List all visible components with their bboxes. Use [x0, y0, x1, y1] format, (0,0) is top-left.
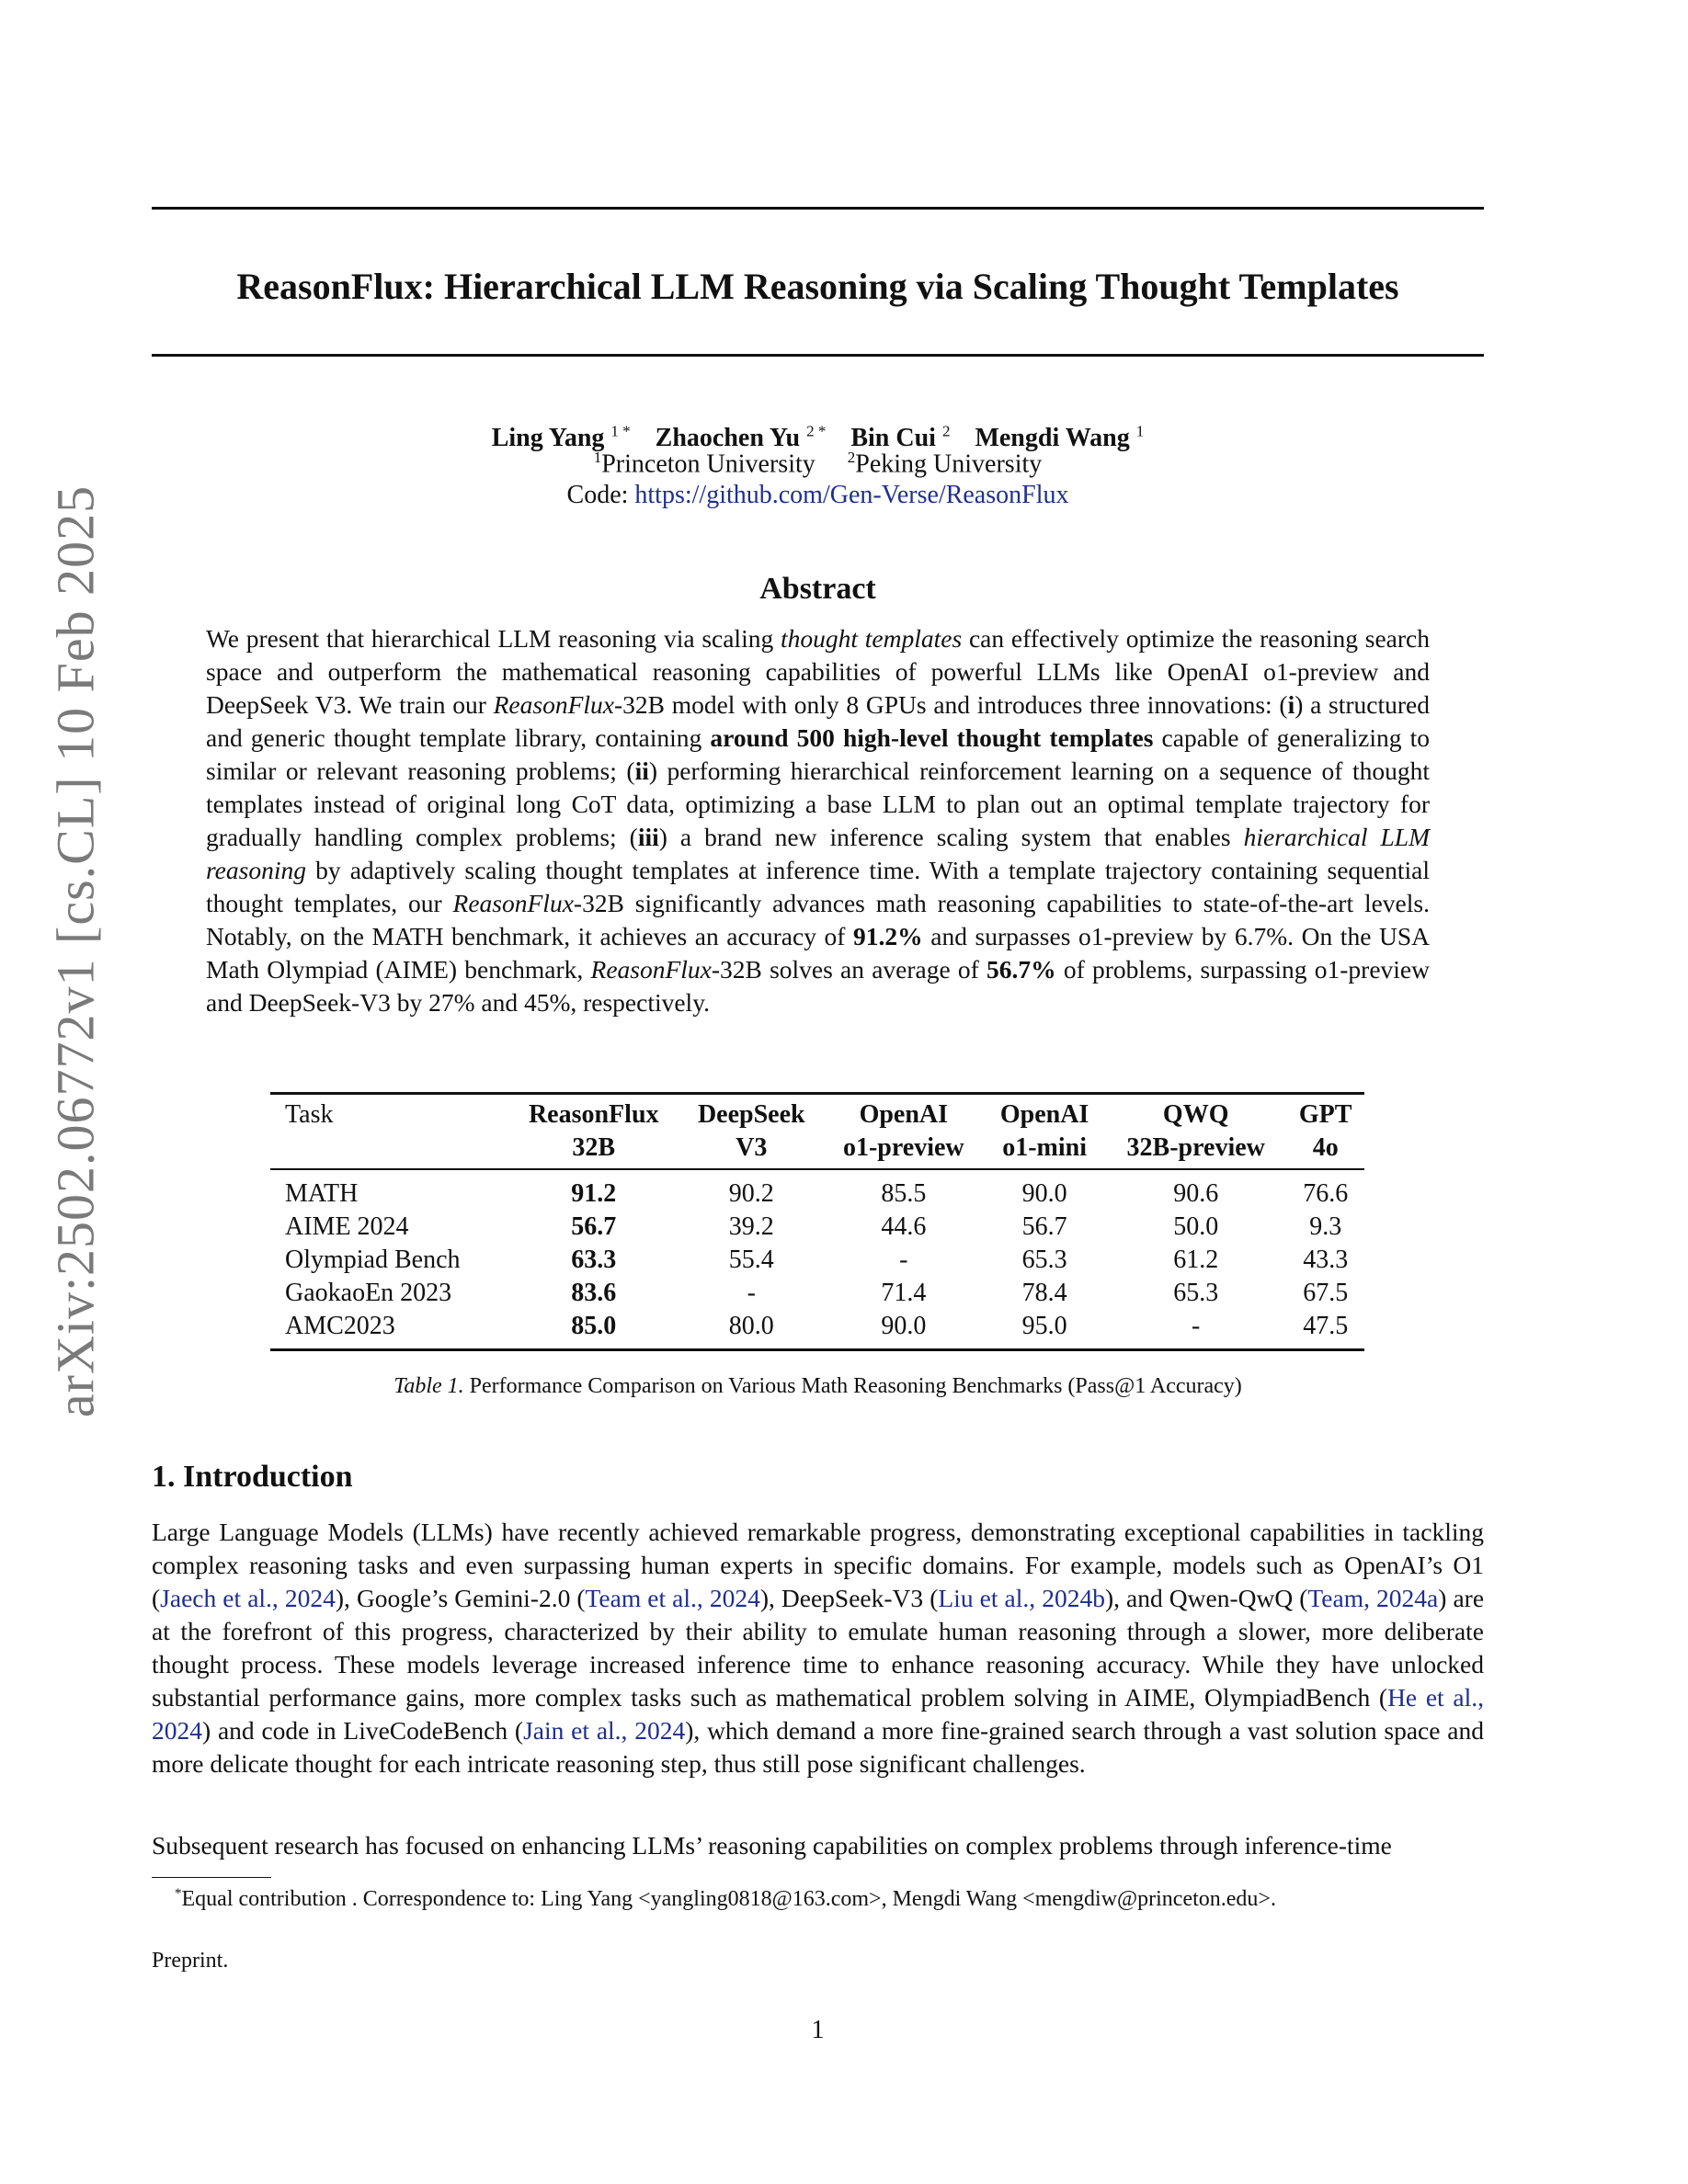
task-cell: GaokaoEn 2023: [285, 1279, 452, 1307]
table-header-row: [270, 1094, 1364, 1170]
affiliations: $^1$Princeton University $^2$Peking University: [593, 449, 1043, 479]
task-cell: MATH: [285, 1179, 359, 1208]
value-cell: 90.0: [881, 1312, 927, 1340]
value-cell: 76.6: [1303, 1179, 1349, 1208]
arxiv-stamp: arXiv:2502.06772v1 [cs.CL] 10 Feb 2025: [45, 484, 106, 1418]
table-row: [270, 1169, 1364, 1211]
footnote-rule: [152, 1877, 271, 1878]
paper-title: ReasonFlux: Hierarchical LLM Reasoning via Scaling Thought Templates: [236, 266, 1399, 307]
title-bottom-rule: [152, 354, 1484, 357]
author-name: Mengdi Wang $^1$: [975, 423, 1145, 453]
value-cell: 85.5: [881, 1179, 927, 1208]
affiliation: Peking University: [855, 449, 1043, 479]
intro-paragraph-2: Subsequent research has focused on enhancing LLMs’ reasoning capabilities on complex problems through inference-time: [152, 1831, 1392, 1860]
value-cell: 83.6: [571, 1279, 617, 1307]
citation-link[interactable]: Liu et al., 2024b: [938, 1584, 1105, 1612]
abstract-heading: Abstract: [759, 572, 876, 606]
table-row: [270, 1310, 1364, 1350]
value-cell: 95.0: [1021, 1312, 1067, 1340]
column-header: Task: [285, 1100, 334, 1129]
citation-link[interactable]: Team, 2024a: [1307, 1584, 1439, 1612]
column-header: OpenAI o1-preview: [842, 1100, 964, 1162]
value-cell: 55.4: [728, 1246, 774, 1274]
value-cell: 47.5: [1303, 1312, 1349, 1340]
value-cell: 90.0: [1021, 1179, 1067, 1208]
abstract-text: We present that hierarchical LLM reasoning via scaling thought templates can effectively optimize the reasoning search space and outperform the mathematical reasoning capabilities of powerful LLMs like OpenAI o1-preview and DeepSeek V3. We train our ReasonFlux-32B model with only 8 GPUs and introduces three innovations: (i) a structured and generic thought template library, containing around 500 high-level thought templates capable of generalizing to similar or relevant reasoning problems; (ii) performing hierarchical reinforcement learning on a sequence of thought templates instead of original long CoT data, optimizing a base LLM to plan out an optimal template trajectory for gradually handling complex problems; (iii) a brand new inference scaling system that enables hierarchical LLM reasoning by adaptively scaling thought templates at inference time. With a template trajectory containing sequential thought templates, our ReasonFlux-32B significantly advances math reasoning capabilities to state-of-the-art levels. Notably, on the MATH benchmark, it achieves an accuracy of 91.2% and surpasses o1-preview by 6.7%. On the USA Math Olympiad (AIME) benchmark, ReasonFlux-32B solves an average of 56.7% of problems, surpassing o1-preview and DeepSeek-V3 by 27% and 45%, respectively.: [206, 624, 1431, 1017]
author-name: Bin Cui $^2$: [850, 423, 951, 453]
value-cell: 67.5: [1303, 1279, 1349, 1307]
value-cell: 65.3: [1021, 1246, 1067, 1274]
citation-link[interactable]: Team et al., 2024: [585, 1584, 760, 1612]
value-cell: 90.6: [1173, 1179, 1219, 1208]
results-table-container: [270, 1092, 1364, 1351]
value-cell: 90.2: [728, 1179, 774, 1208]
value-cell: -: [747, 1279, 756, 1307]
task-cell: AMC2023: [285, 1312, 395, 1340]
affiliation: Princeton University: [601, 449, 815, 479]
author-name: Zhaochen Yu $^{2 *}$: [655, 423, 827, 453]
value-cell: 43.3: [1303, 1246, 1349, 1274]
footnote: *Equal contribution . Correspondence to: Ling Yang <yangling0818@163.com>, Mengdi Wang <mengdiw@princeton.edu>.: [175, 1886, 1276, 1911]
table-caption: Table 1. Performance Comparison on Various Math Reasoning Benchmarks (Pass@1 Accuracy): [393, 1374, 1242, 1398]
code-link[interactable]: https://github.com/Gen-Verse/ReasonFlux: [634, 481, 1069, 509]
column-header: OpenAI o1-mini: [999, 1100, 1089, 1162]
value-cell: 91.2: [571, 1179, 617, 1208]
citation-link[interactable]: He et al., 2024: [152, 1683, 1484, 1745]
value-cell: 63.3: [571, 1246, 617, 1274]
table-row: [270, 1277, 1364, 1310]
table-row: [270, 1244, 1364, 1277]
value-cell: -: [899, 1246, 908, 1274]
citation-link[interactable]: Jaech et al., 2024: [160, 1584, 336, 1612]
top-rule: [152, 207, 1484, 210]
intro-paragraph: Large Language Models (LLMs) have recently achieved remarkable progress, demonstrating exceptional capabilities in tackling complex reasoning tasks and even surpassing human experts in specific domains. For example, models such as OpenAI’s O1 (Jaech et al., 2024), Google’s Gemini-2.0 (Team et al., 2024), DeepSeek-V3 (Liu et al., 2024b), and Qwen-QwQ (Team, 2024a) are at the forefront of this progress, characterized by their ability to emulate human reasoning through a slower, more deliberate thought process. These models leverage increased inference time to enhance reasoning accuracy. While they have unlocked substantial performance gains, more complex tasks such as mathematical problem solving in AIME, OlympiadBench (He et al., 2024) and code in LiveCodeBench (Jain et al., 2024), which demand a more fine-grained search through a vast solution space and more delicate thought for each intricate reasoning step, thus still pose significant challenges.: [152, 1518, 1485, 1778]
value-cell: 80.0: [728, 1312, 774, 1340]
value-cell: 61.2: [1173, 1246, 1219, 1274]
value-cell: 50.0: [1173, 1212, 1219, 1241]
results-table: [270, 1092, 1364, 1351]
value-cell: 65.3: [1173, 1279, 1219, 1307]
author-name: Ling Yang $^{1 *}$: [491, 423, 631, 453]
value-cell: 78.4: [1021, 1279, 1067, 1307]
citation-link[interactable]: Jain et al., 2024: [523, 1716, 686, 1745]
value-cell: 85.0: [571, 1312, 617, 1340]
column-header: QWQ 32B-preview: [1126, 1100, 1265, 1162]
column-header: DeepSeek V3: [697, 1100, 805, 1162]
table-row: [270, 1211, 1364, 1244]
value-cell: 39.2: [728, 1212, 774, 1241]
value-cell: 71.4: [881, 1279, 927, 1307]
column-header: GPT 4o: [1298, 1100, 1352, 1162]
value-cell: -: [1192, 1312, 1201, 1340]
value-cell: 56.7: [571, 1212, 617, 1241]
task-cell: Olympiad Bench: [285, 1246, 461, 1274]
preprint-label: Preprint.: [152, 1949, 229, 1973]
value-cell: 9.3: [1309, 1212, 1342, 1241]
value-cell: 44.6: [881, 1212, 927, 1241]
task-cell: AIME 2024: [285, 1212, 409, 1241]
code-line: Code: https://github.com/Gen-Verse/ReasonFlux: [566, 481, 1069, 509]
page-number: 1: [811, 2016, 825, 2044]
value-cell: 56.7: [1021, 1212, 1067, 1241]
column-header: ReasonFlux 32B: [528, 1100, 659, 1162]
section-heading: 1. Introduction: [152, 1460, 353, 1494]
